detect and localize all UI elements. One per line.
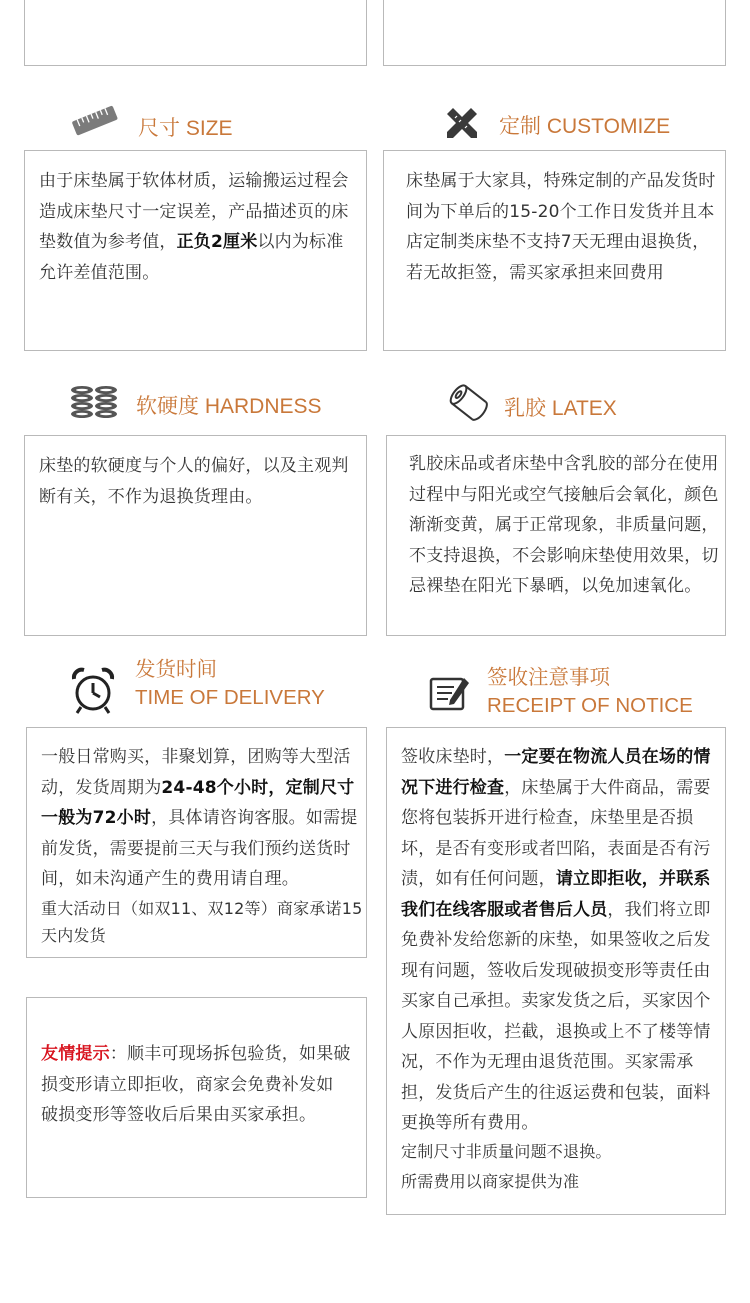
spring-icon: [70, 384, 120, 422]
pencil-ruler-icon: [443, 104, 481, 142]
size-title: 尺寸 SIZE: [138, 117, 233, 140]
receipt-title-en: RECEIPT OF NOTICE: [487, 694, 693, 717]
size-box: [24, 150, 367, 351]
hardness-box: [24, 435, 367, 636]
receipt-text: 签收床垫时，一定要在物流人员在场的情况下进行检查，床垫属于大件商品，需要您将包装拆开进行检查，床垫里是否损坏，是否有变形或者凹陷，表面是否有污渍，如有任何问题，请立即拒收，并联系我们在线客服或者售后人员，我们将立即免费补发给您新的床垫，如果签收之后发现有问题，签收后发现破损变形等责任由买家自己承担。卖家发货之后，买家因个人原因拒收，拦截，退换或上不了楼等情况，不作为无理由退货范围。买家需承担，发货后产生的往返运费和包装，面料更换等所有费用。: [401, 747, 711, 1133]
receipt-note-custom: 定制尺寸非质量问题不退换。: [401, 1142, 612, 1161]
latex-box: [386, 435, 726, 636]
top-left-box: [24, 0, 367, 66]
latex-roll-icon: [446, 382, 490, 422]
size-text: 由于床垫属于软体材质，运输搬运过程会造成床垫尺寸一定误差，产品描述页的床垫数值为参考值，正负2厘米以内为标准允许差值范围。: [39, 171, 349, 283]
customize-title: 定制 CUSTOMIZE: [499, 115, 671, 138]
latex-title: 乳胶 LATEX: [504, 397, 617, 420]
alarm-clock-icon: [70, 666, 116, 716]
signing-document-icon: [428, 674, 472, 714]
hardness-title: 软硬度 HARDNESS: [136, 395, 322, 418]
receipt-note-fee: 所需费用以商家提供为准: [401, 1172, 580, 1191]
ruler-icon: [70, 100, 120, 142]
delivery-text: 一般日常购买，非聚划算，团购等大型活动，发货周期为24-48个小时，定制尺寸一般为72小时，具体请咨询客服。如需提前发货，需要提前三天与我们预约送货时间，如未沟通产生的费用请自理。: [41, 747, 358, 889]
hardness-text: 床垫的软硬度与个人的偏好，以及主观判断有关，不作为退换货理由。: [39, 456, 349, 507]
receipt-title-cn: 签收注意事项: [487, 666, 610, 689]
delivery-title-en: TIME OF DELIVERY: [135, 686, 325, 709]
latex-text: 乳胶床品或者床垫中含乳胶的部分在使用过程中与阳光或空气接触后会氧化，颜色渐渐变黄，属于正常现象，非质量问题，不支持退换，不会影响床垫使用效果，切忌裸垫在阳光下暴晒，以免加速氧化。: [409, 454, 719, 596]
delivery-title-cn: 发货时间: [135, 658, 217, 681]
delivery-box: [26, 727, 367, 958]
top-right-box: [383, 0, 726, 66]
customize-box: [383, 150, 726, 351]
delivery-note: 重大活动日（如双11、双12等）商家承诺15天内发货: [41, 899, 363, 945]
receipt-box: [386, 727, 726, 1215]
tip-text: 友情提示：顺丰可现场拆包验货，如果破损变形请立即拒收，商家会免费补发如 破损变形等签收后后果由买家承担。: [41, 1044, 351, 1125]
tip-box: [26, 997, 367, 1198]
customize-text: 床垫属于大家具，特殊定制的产品发货时间为下单后的15-20个工作日发货并且本店定制类床垫不支持7天无理由退换货，若无故拒签，需买家承担来回费用: [406, 171, 716, 283]
